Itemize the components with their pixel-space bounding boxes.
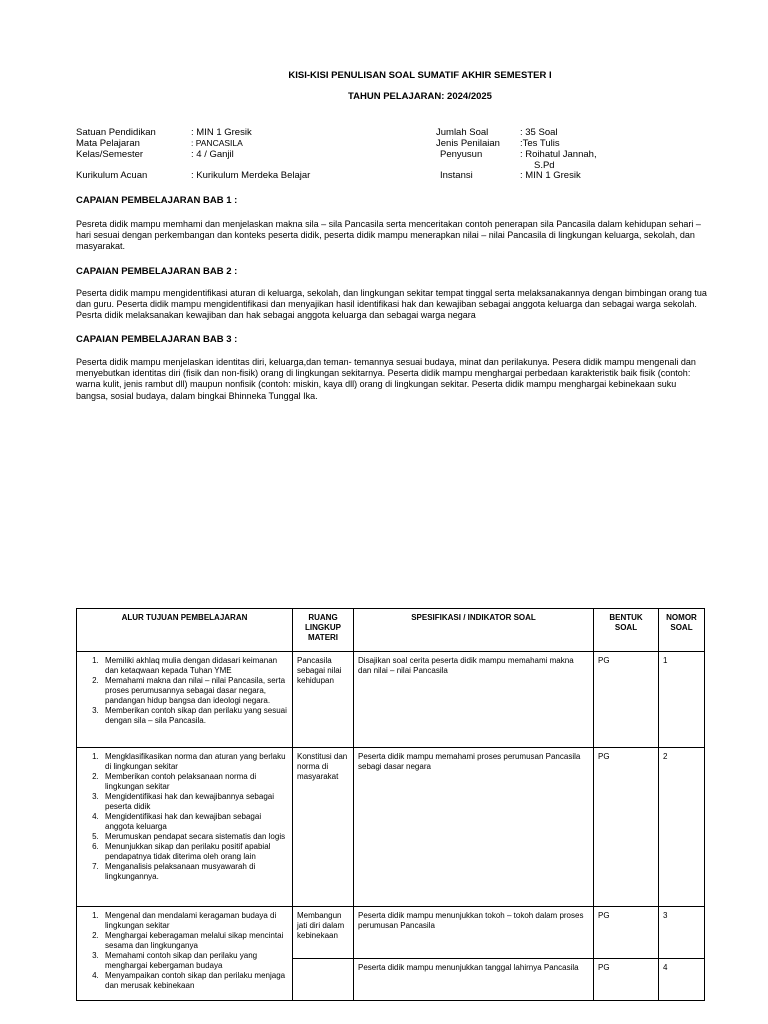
list-item: 3. Memberikan contoh sikap dan perilaku yang sesuai dengan sila – sila Pancasila. [101, 706, 288, 726]
cp3-heading: CAPAIAN PEMBELAJARAN BAB 3 : [76, 334, 238, 345]
info-value-jumlah: : 35 Soal [520, 127, 558, 138]
header-spesifikasi: SPESIFIKASI / INDIKATOR SOAL [354, 609, 594, 652]
alur-list [81, 656, 288, 726]
table-row [77, 907, 705, 959]
cp2-text: Peserta didik mampu mengidentifikasi aturan di keluarga, sekolah, dan lingkungan sekitar tempat tinggal serta melaksanakannya dengan bimbingan orang tua dan guru. Peserta didik mampu mengidentifikasi dan menyajikan hasil identifikasi hak dan kewajiban sebagai anggota keluarga dan sebagai warga sekolah. Pesrta didik melaksanakan kewajiban dan hak sebagai anggota keluarga dan sebagai warga negara [76, 288, 707, 321]
alur-list [81, 752, 288, 882]
alur-cell [77, 907, 293, 1001]
info-value-penyusun-title: S.Pd [534, 160, 555, 171]
info-label-penyusun: Penyusun [440, 149, 483, 160]
spesifikasi-cell: Peserta didik mampu menunjukkan tanggal lahirnya Pancasila [354, 959, 594, 1001]
bentuk-cell: PG [594, 748, 659, 907]
bentuk-cell: PG [594, 959, 659, 1001]
list-item: 7. Menganalisis pelaksanaan musyawarah di lingkungannya. [101, 862, 288, 882]
alur-cell [77, 748, 293, 907]
list-item: 4. Mengidentifikasi hak dan kewajiban sebagai anggota keluarga [101, 812, 288, 832]
materi-cell: Pancasila sebagai nilai kehidupan [293, 652, 354, 748]
table-header-row [77, 609, 705, 652]
table-row [77, 652, 705, 748]
list-item: 3. Memahami contoh sikap dan perilaku yang menghargai kebergaman budaya [101, 951, 288, 971]
list-item: 4. Menyampaikan contoh sikap dan perilaku menjaga dan merusak kebinekaan [101, 971, 288, 991]
materi-cell: Konstitusi dan norma di masyarakat [293, 748, 354, 907]
nomor-cell: 4 [659, 959, 705, 1001]
list-item: 5. Merumuskan pendapat secara sistematis dan logis [101, 832, 288, 842]
spesifikasi-cell: Disajikan soal cerita peserta didik mampu memahami makna dan nilai – nilai Pancasila [354, 652, 594, 748]
alur-cell [77, 652, 293, 748]
list-item: 2. Menghargai keberagaman melalui sikap mencintai sesama dan lingkunganya [101, 931, 288, 951]
table-row [77, 748, 705, 907]
materi-cell: Membangun jati diri dalam kebinekaan [293, 907, 354, 959]
list-item: 1. Mengklasifikasikan norma dan aturan yang berlaku di lingkungan sekitar [101, 752, 288, 772]
cp3-text: Peserta didik mampu menjelaskan identitas diri, keluarga,dan teman- temannya sesuai budaya, minat dan perilakunya. Pesera didik mampu mengenali dan menyebutkan identitas diri (fisik dan non-fisik) orang di lingkungan sekitarnya. Peserta didik mampu menghargai perbedaan karakteristik baik fisik (contoh: warna kulit, jenis rambut dll) maupun nonfisik (contoh: miskin, kaya dll) orang di lingkungan sekitar. Peserta didik mampu menghargai kebinekaan suku bangsa, sosial budaya, dalam bingkai Bhinneka Tunggal Ika. [76, 357, 696, 401]
nomor-cell: 3 [659, 907, 705, 959]
document-title: KISI-KISI PENULISAN SOAL SUMATIF AKHIR SEMESTER I [288, 70, 552, 81]
info-label-jumlah: Jumlah Soal [436, 127, 489, 138]
bentuk-cell: PG [594, 907, 659, 959]
info-value-kelas: : 4 / Ganjil [191, 149, 234, 160]
alur-list [81, 911, 288, 991]
info-value-kurikulum: : Kurikulum Merdeka Belajar [191, 170, 311, 181]
cp1-text: Pesreta didik mampu memhami dan menjelaskan makna sila – sila Pancasila serta menceritakan contoh penerapan sila Pancasila dalam kehidupan sehari – hari sesuai dengan perkembangan dan konteks peserta didik, peserta didik mampu menerapkan nilai – nilai Pancasila di lingkungan keluarga, sekolah, dan masyarakat. [76, 219, 701, 252]
info-label-mapel: Mata Pelajaran [76, 138, 140, 149]
materi-cell [293, 959, 354, 1001]
header-bentuk: BENTUK SOAL [594, 609, 659, 652]
list-item: 1. Mengenal dan mendalami keragaman budaya di lingkungan sekitar [101, 911, 288, 931]
cp2-heading: CAPAIAN PEMBELAJARAN BAB 2 : [76, 266, 238, 277]
list-item: 3. Mengidentifikasi hak dan kewajibannya sebagai peserta didik [101, 792, 288, 812]
academic-year: TAHUN PELAJARAN: 2024/2025 [348, 91, 492, 102]
spesifikasi-cell: Peserta didik mampu memahami proses perumusan Pancasila sebagi dasar negara [354, 748, 594, 907]
kisi-kisi-table [76, 608, 705, 1001]
header-alur: ALUR TUJUAN PEMBELAJARAN [77, 609, 293, 652]
cp1-heading: CAPAIAN PEMBELAJARAN BAB 1 : [76, 195, 238, 206]
info-value-mapel: : PANCASILA [191, 138, 243, 148]
list-item: 6. Menunjukkan sikap dan perilaku positif apabial pendapatnya tidak diterima oleh orang lain [101, 842, 288, 862]
info-label-kelas: Kelas/Semester [76, 149, 144, 160]
info-value-jenis: :Tes Tulis [520, 138, 560, 149]
list-item: 2. Memahami makna dan nilai – nilai Pancasila, serta proses perumusannya sebagai dasar negara, pandangan hidup bangsa dan ideologi negara. [101, 676, 288, 706]
spesifikasi-cell: Peserta didik mampu menunjukkan tokoh – tokoh dalam proses perumusan Pancasila [354, 907, 594, 959]
list-item: 1. Memiliki akhlaq mulia dengan didasari keimanan dan ketaqwaan kepada Tuhan YME [101, 656, 288, 676]
info-label-kurikulum: Kurikulum Acuan [76, 170, 148, 181]
header-nomor: NOMOR SOAL [659, 609, 705, 652]
info-label-jenis: Jenis Penilaian [436, 138, 500, 149]
bentuk-cell: PG [594, 652, 659, 748]
info-value-satuan: : MIN 1 Gresik [191, 127, 252, 138]
header-ruang: RUANG LINGKUP MATERI [293, 609, 354, 652]
info-value-penyusun: : Roihatul Jannah, [520, 149, 597, 160]
info-label-satuan: Satuan Pendidikan [76, 127, 156, 138]
info-value-instansi: : MIN 1 Gresik [520, 170, 581, 181]
info-label-instansi: Instansi [440, 170, 473, 181]
nomor-cell: 2 [659, 748, 705, 907]
nomor-cell: 1 [659, 652, 705, 748]
list-item: 2. Memberikan contoh pelaksanaan norma di lingkungan sekitar [101, 772, 288, 792]
